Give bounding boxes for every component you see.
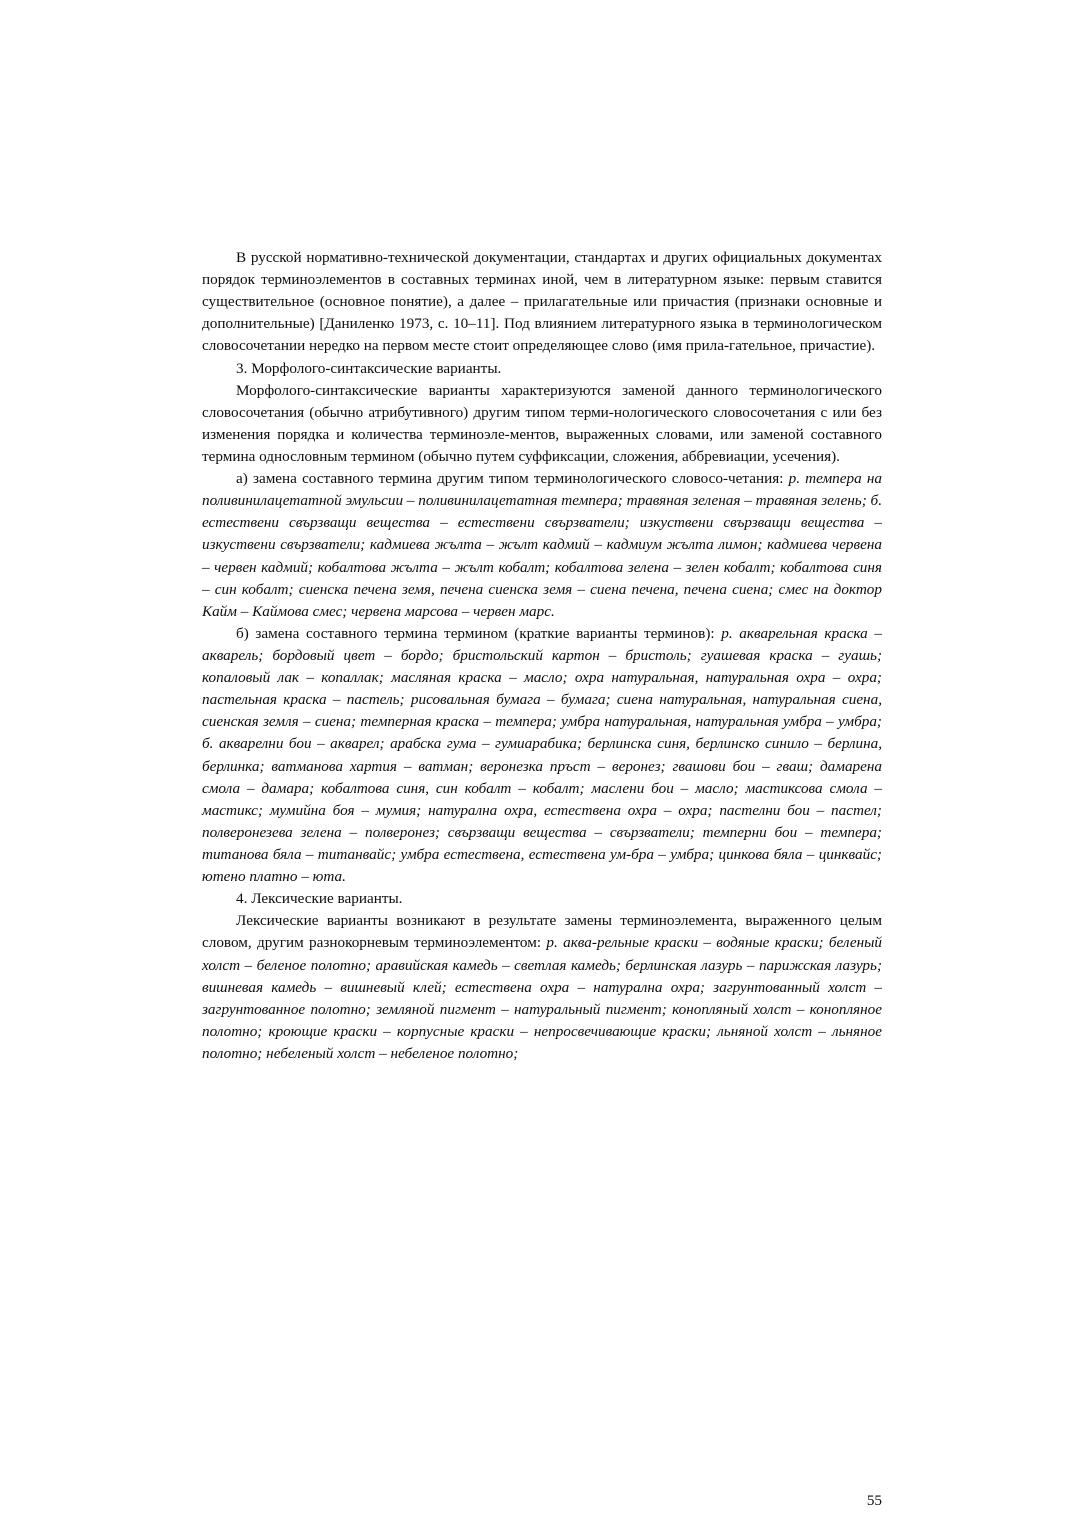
paragraph-section-4-heading: 4. Лексические варианты. — [236, 890, 403, 908]
paragraph-item-b — [202, 623, 882, 888]
paragraph-item-a-lead: а) замена составного термина другим типом терминологического словосо-четания: — [236, 470, 789, 488]
paragraph-item-b-lead: б) замена составного термина термином (краткие варианты терминов): — [236, 624, 722, 642]
paragraph-lexical-variants-lead: Лексические варианты возникают в результате замены терминоэлемента, выраженного целым словом, другим разнокорневым терминоэлементом: — [202, 912, 882, 952]
paragraph-section-3-heading: 3. Морфолого-синтаксические варианты. — [236, 359, 502, 377]
paragraph-3: Морфолого-синтаксические варианты характеризуются заменой данного терминологического словосочетания (обычно атрибутивного) другим типом терми-нологического словосочетания с или без изменения порядка и количества терминоэле-ментов, выраженных словами, или заменой составного термина однословным термином (обычно путем суффиксации, сложения, аббревиации, усечения). — [202, 381, 882, 465]
page-body — [202, 247, 883, 1509]
paragraph-lexical-variants — [202, 910, 882, 1065]
paragraph-item-a — [202, 468, 882, 623]
paragraph-item-a-examples: р. темпера на поливинилацетатной эмульсии – поливинилацетатная темпера; травяная зеленая – травяная зелень; б. естествени свързващи вещества – естествени свързватели; изкуствени свързващи вещества – изкуствени свързватели; кадмиева жълта – жълт кадмий – кадмиум жълта лимон; кадмиева червена – червен кадмий; кобалтова жълта – жълт кобалт; кобалтова зелена – зелен кобалт; кобалтова синя – син кобалт; сиенска печена земя, печена сиенска земя – сиена печена, печена сиена; смес на доктор Кайм – Каймова смес; червена марсова – червен марс. — [202, 470, 882, 620]
page-number: 55 — [866, 1492, 882, 1509]
paragraph-1: В русской нормативно-технической документации, стандартах и других официальных документах порядок терминоэлементов в составных терминах иной, чем в литературном языке: первым ставится существительное (основное понятие), а далее – прилагательные или причастия (признаки основные и дополнительные) [Даниленко 1973, с. 10–11]. Под влиянием литературного языка в терминологическом словосочетании нередко на первом месте стоит определяющее слово (имя прила-гательное, причастие). — [202, 249, 882, 355]
paragraph-item-b-examples: р. акварельная краска – акварель; бордовый цвет – бордо; бристольский картон – бристоль; гуашевая краска – гуашь; копаловый лак – копаллак; масляная краска – масло; охра натуральная, натуральная охра – охра; пастельная краска – пастель; рисовальная бумага – бумага; сиена натуральная, натуральная сиена, сиенская земля – сиена; темперная краска – темпера; умбра натуральная, натуральная умбра – умбра; б. акварелни бои – акварел; арабска гума – гумиарабика; берлинска синя, берлинско синило – берлина, берлинка; ватманова хартия – ватман; веронезка пръст – веронез; гвашови бои – гваш; дамарена смола – дамара; кобалтова синя, син кобалт – кобалт; маслени бои – масло; мастиксова смола – мастикс; мумийна боя – мумия; натурална охра, естествена охра – охра; пастелни бои – пастел; полверонезева зелена – полверонез; свързващи вещества – свързватели; темперни бои – темпера; титанова бяла – титанвайс; умбра естествена, естествена ум-бра – умбра; цинкова бяла – цинквайс; ютено платно – юта. — [202, 624, 883, 886]
paragraph-lexical-variants-examples: р. аква-рельные краски – водяные краски; беленый холст – беленое полотно; аравийская камедь – светлая камедь; берлинская лазурь – парижская лазурь; вишневая камедь – вишневый клей; естествена охра – натурална охра; загрунтованный холст – загрунтованное полотно; земляной пигмент – натуральный пигмент; конопляный холст – конопляное полотно; кроющие краски – корпусные краски – непросвечивающие краски; льняной холст – льняное полотно; небеленый холст – небеленое полотно; — [202, 934, 882, 1062]
